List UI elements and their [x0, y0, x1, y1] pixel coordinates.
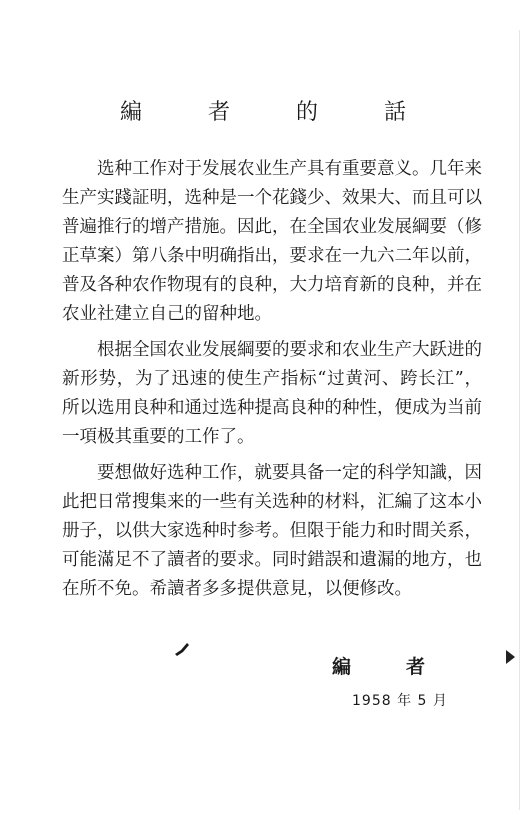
editor-signature: 編 者 [332, 656, 444, 678]
page-edge-arrow-mark [506, 650, 515, 664]
preface-body [62, 155, 482, 604]
paragraph-1: 选种工作对于发展农业生产具有重要意义。几年来生产实踐証明，选种是一个花錢少、效果大、而且可以普遍推行的增产措施。因此，在全国农业发展綱要（修正草案）第八条中明确指出，要求在一九六二年以前，普及各种农作物現有的良种，大力培育新的良种，并在农业社建立自己的留种地。 [62, 159, 482, 324]
publication-date: 1958 年 5 月 [352, 693, 448, 709]
ink-blot-mark [173, 640, 193, 658]
paragraph-3: 要想做好选种工作，就要具备一定的科学知識，因此把日常搜集来的一些有关选种的材料，汇編了这本小册子，以供大家选种时参考。但限于能力和时間关系，可能滿足不了讀者的要求。同时錯誤和遺漏的地方，也在所不免。希讀者多多提供意見，以便修改。 [62, 463, 482, 599]
page-title: 編 者 的 話 [119, 100, 428, 125]
page-edge-line [519, 30, 520, 810]
paragraph-2: 根据全国农业发展綱要的要求和农业生产大跃进的新形势，为了迅速的使生产指标“过黄河、跨长江”，所以选用良种和通过选种提高良种的种性，便成为当前一項极其重要的工作了。 [62, 340, 482, 447]
